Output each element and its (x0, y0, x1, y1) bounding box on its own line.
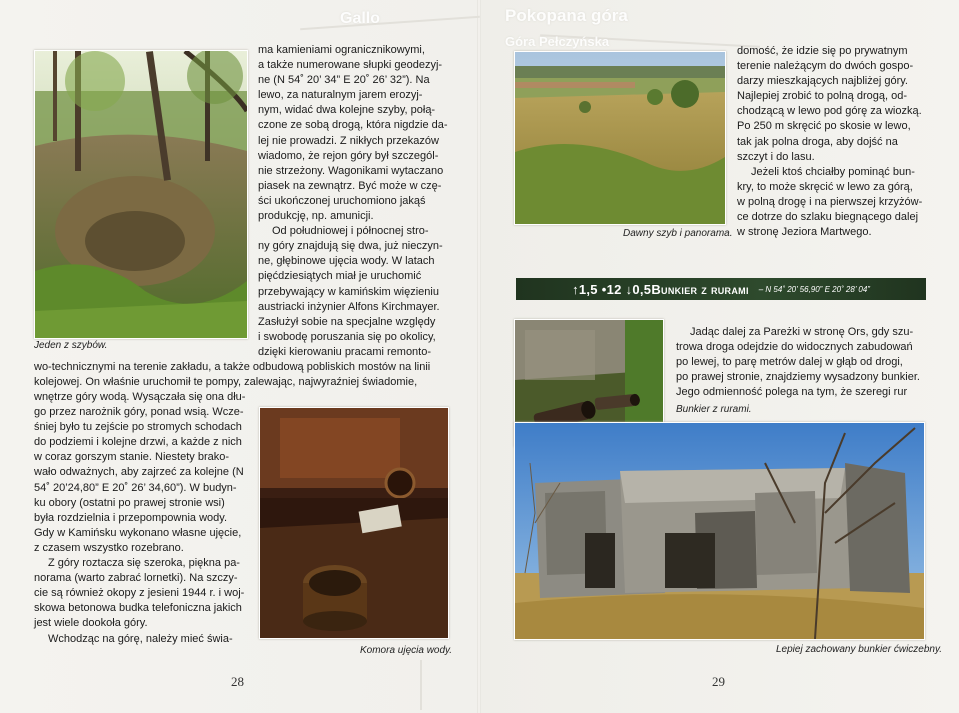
text-line: i swobodę poruszania się po okolicy, (258, 330, 436, 343)
page-gutter (477, 0, 481, 713)
text-line: Po 250 m skręcić po skosie w lewo, (737, 120, 911, 133)
text-line: śniej było tu zejście po stromych schodach (34, 421, 242, 434)
text-line: ku obory (ostatni po prawej stronie wsi) (34, 496, 225, 509)
text-line: wo-technicznymi na terenie zakładu, a także odbudową pobliskich mostów na linii (34, 361, 431, 373)
text-line: w polną drogę i na pierwszej krzyżów- (737, 195, 923, 208)
text-line: norama (warto zabrać lornetki). Na szczy- (34, 572, 238, 585)
text-line: Od południowej i północnej stro- (272, 225, 429, 238)
heading-distances: ↑1,5 •12 ↓0,5 (572, 281, 652, 297)
text-line: chodzącą w lewo pod górę za wiozką. (737, 105, 922, 118)
caption-chamber: Komora ujęcia wody. (360, 645, 453, 656)
text-line: dzięki kierowaniu pracami remonto- (258, 345, 432, 358)
heading-title: Bunkier z rurami (651, 281, 749, 297)
text-line: ne (N 54˚ 20’ 34” E 20˚ 26’ 32”). Na (258, 74, 430, 87)
caption-shafts: Jeden z szybów. (34, 340, 108, 351)
text-line: 54˚ 20’24,80” E 20˚ 26’ 34,60”). W budyn- (34, 481, 237, 494)
text-line: jest wiele dookoła góry. (34, 617, 148, 630)
text-line: po lewej, to parę metrów dalej w głąb od drogi, (676, 356, 903, 369)
page-number-right: 29 (712, 674, 725, 689)
text-line: ści ukończonej uruchomiono jakąś (258, 194, 426, 207)
right-column-text (737, 44, 927, 240)
map-road (420, 660, 422, 710)
photo-water-chamber (259, 407, 449, 639)
text-line: trowa droga odejdzie do widocznych zabudowań (676, 341, 913, 354)
text-line: Najlepiej zrobić to polną drogą, od- (737, 90, 907, 103)
caption-pipes: Bunkier z rurami. (676, 404, 752, 415)
text-line: Jeżeli ktoś chciałby pominąć bun- (751, 165, 915, 178)
caption-panorama: Dawny szyb i panorama. (623, 228, 733, 239)
text-line: a także numerowane słupki geodezyj- (258, 59, 443, 72)
text-line: ma kamieniami ogranicznikowymi, (258, 44, 425, 56)
text-line: terenie należącym do dwóch gospo- (737, 60, 914, 73)
text-line: Gdy w Kamińsku wykonano własne ujęcie, (34, 526, 242, 539)
text-line: nym, widać dwa kolejne szyby, połą- (258, 104, 436, 117)
text-line: kry, to może skręcić w lewo za górą, (737, 180, 913, 193)
text-line: wało odważnych, aby zajrzeć za kolejne (N (34, 466, 244, 479)
text-line: lewo, za naturalnym jarem erozyj- (258, 89, 423, 102)
text-line: wiadomo, że rejon góry był szczegól- (258, 149, 439, 162)
left-column-text (258, 43, 448, 360)
caption-bunker: Lepiej zachowany bunkier ćwiczebny. (776, 644, 943, 655)
full-width-text (34, 360, 448, 390)
text-line: ny góry znajdują się dwa, już nieczyn- (258, 240, 443, 253)
text-line: w coraz gorszym stanie. Niestety brako- (34, 451, 230, 464)
text-line: ce dotrze do szlaku biegnącego dalej (737, 211, 919, 224)
section-heading (516, 278, 926, 300)
text-line: kolejowej. On właśnie uruchomił te pompy, zalewając, najwyraźniej świadomie, (34, 376, 418, 389)
text-line: do podziemi i kolejne drzwi, a każde z nich (34, 436, 242, 449)
text-line: Jego odmienność polega na tym, że szeregi rur (676, 386, 908, 399)
map-label: Góra Pełczyńska (505, 34, 610, 49)
text-line: w stronę Jeziora Martwego. (737, 226, 872, 239)
text-line: Wchodząc na górę, należy mieć świa- (48, 632, 233, 645)
photo-panorama (514, 51, 726, 225)
text-line: nie strzeżony. Wagonikami wytaczano (258, 164, 444, 177)
text-line: Z góry roztacza się szeroka, piękna pa- (48, 557, 240, 570)
text-line: szczyt i do lasu. (737, 150, 815, 163)
page-number-left: 28 (231, 674, 244, 689)
text-line: pięćdziesiątych miał je uruchomić (258, 270, 422, 283)
text-line: Zasłużył sobie na specjalne względy (258, 315, 436, 328)
text-line: po prawej stronie, znajdziemy wysadzony bunkier. (676, 371, 920, 384)
text-line: ne, głębinowe ujęcia wody. W latach (258, 255, 435, 268)
text-line: domość, że idzie się po prywatnym (737, 45, 908, 57)
text-line: darzy mieszkających najbliżej góry. (737, 75, 908, 88)
heading-coordinates: – N 54˚ 20’ 56,90” E 20˚ 28’ 04” (758, 284, 870, 294)
text-line: czone ze sobą drogą, która nigdzie da- (258, 119, 448, 132)
photo-forest-shaft (34, 50, 248, 339)
text-line: cie są również okopy z jesieni 1944 r. i woj- (34, 587, 245, 600)
text-line: tak jak polna droga, aby dojść na (737, 135, 898, 148)
text-line: lej nie prowadzi. Z nikłych przekazów (258, 134, 439, 147)
text-line: wnętrze góry wodą. Wysączała się ona dłu- (34, 391, 246, 403)
photo-training-bunker (514, 422, 925, 640)
text-line: Jadąc dalej za Pareżki w stronę Ors, gdy szu- (690, 326, 914, 338)
text-line: go przez narożnik góry, ponad wsią. Wcze- (34, 406, 244, 419)
left-lower-text (34, 390, 246, 647)
text-line: produkcję, np. amunicji. (258, 210, 374, 223)
text-line: z czasem wszystko rozebrano. (34, 541, 184, 554)
text-line: piasek na zewnątrz. Być może w czę- (258, 179, 442, 192)
text-line: austriacki inżynier Alfons Kirchmayer. (258, 300, 440, 313)
text-line: przebywający w kamińskim więzieniu (258, 285, 439, 298)
bunker-text (676, 325, 927, 400)
map-label: Gallo (340, 10, 381, 27)
text-line: skowa betonowa budka telefoniczna jakich (34, 602, 242, 615)
text-line: była rozdzielnia i przepompownia wody. (34, 511, 228, 524)
map-label: Pokopana góra (505, 6, 628, 25)
